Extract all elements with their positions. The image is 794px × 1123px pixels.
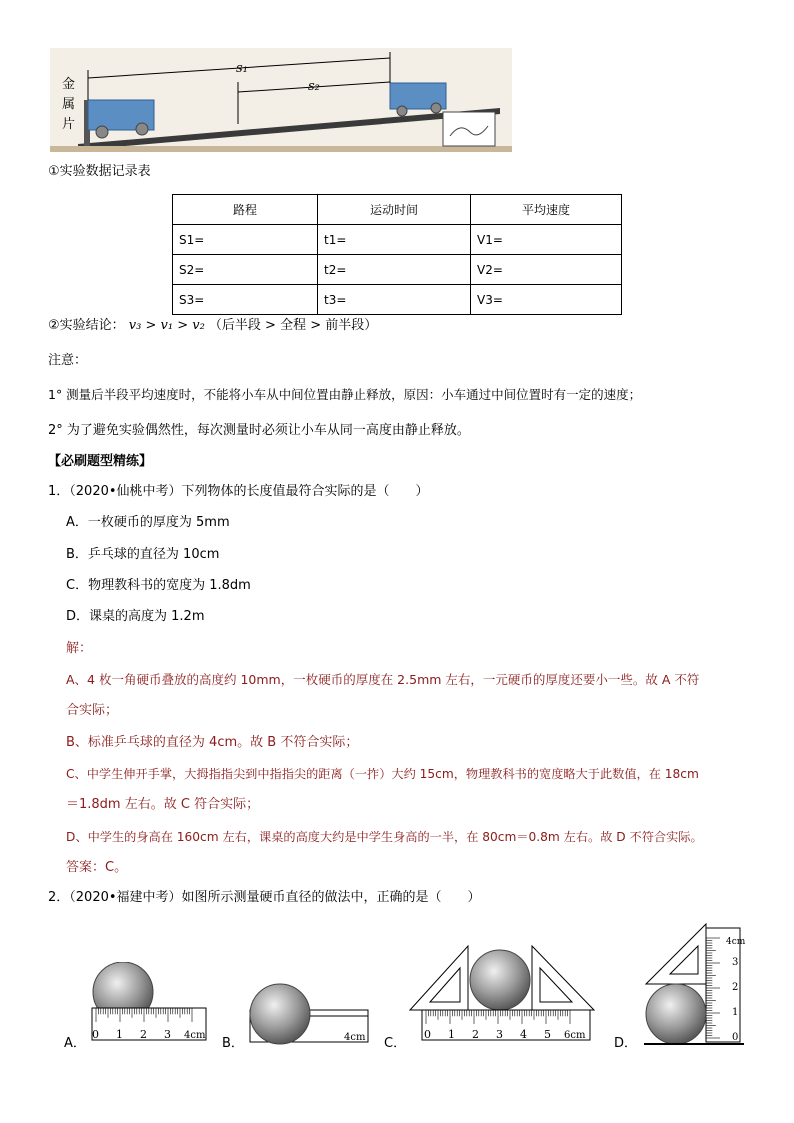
q1-solution-line-3: B、标准乒乓球的直径为 4cm。故 B 不符合实际； [66, 735, 359, 750]
section1-title: ①实验数据记录表 [48, 164, 151, 179]
note-title: 注意： [48, 353, 88, 368]
q1-solution-line-2: 合实际； [66, 703, 119, 718]
svg-text:1: 1 [732, 1007, 739, 1018]
svg-text:4cm: 4cm [726, 937, 746, 947]
option-a-figure [88, 962, 210, 1048]
q1-solution-label: 解： [66, 641, 93, 656]
metal-plate-label-2: 属 [62, 97, 76, 112]
table-row [173, 225, 622, 255]
cell-s1: S1= [173, 225, 318, 255]
coin-icon [470, 950, 530, 1010]
svg-text:2: 2 [140, 1028, 147, 1041]
note-2: 2° 为了避免实验偶然性，每次测量时必须让小车从同一高度由静止释放。 [48, 423, 470, 438]
svg-text:0: 0 [424, 1028, 431, 1041]
q1-option-a: A．一枚硬币的厚度为 5mm [66, 515, 230, 530]
q1-solution-line-6: D、中学生的身高在 160cm 左右，课桌的高度大约是中学生身高的一半，在 80cm＝0.8m 左右。故 D 不符合实际。 [66, 830, 703, 844]
coin-icon [646, 984, 706, 1044]
svg-text:5: 5 [544, 1028, 551, 1041]
q1-answer: 答案：C。 [66, 860, 128, 875]
svg-text:4cm: 4cm [184, 1030, 206, 1041]
q2-option-a-label: A． [64, 1036, 86, 1051]
q1-option-c: C．物理教科书的宽度为 1.8dm [66, 578, 251, 593]
metal-plate-label-3: 片 [62, 117, 76, 132]
q1-solution-line-1: A、4 枚一角硬币叠放的高度约 10mm，一枚硬币的厚度在 2.5mm 左右，一元硬币的厚度还要小一些。故 A 不符 [66, 672, 700, 687]
table-row [173, 285, 622, 315]
option-d-figure [640, 922, 748, 1048]
q1-option-b: B．乒乓球的直径为 10cm [66, 547, 220, 562]
svg-text:6cm: 6cm [564, 1030, 586, 1041]
cell-v1: V1= [471, 225, 622, 255]
conclusion-suffix: （后半段 > 全程 > 前半段） [208, 318, 378, 333]
coin-icon [250, 984, 310, 1044]
cell-t1: t1= [318, 225, 471, 255]
q1-solution-line-4: C、中学生伸开手掌，大拇指指尖到中指指尖的距离（一拃）大约 15cm，物理教科书的宽度略大于此数值，在 18cm [66, 767, 699, 781]
svg-text:4cm: 4cm [344, 1032, 366, 1043]
note-1: 1° 测量后半段平均速度时，不能将小车从中间位置由静止释放，原因：小车通过中间位置时有一定的速度； [48, 387, 642, 402]
table-row [173, 255, 622, 285]
header-time: 运动时间 [318, 195, 471, 225]
q2-stem: 2．（2020•福建中考）如图所示测量硬币直径的做法中，正确的是（ ） [48, 890, 481, 905]
table-header-row [173, 195, 622, 225]
q2-option-c-label: C． [384, 1036, 407, 1051]
s2-label: s₂ [308, 79, 320, 94]
cell-s3: S3= [173, 285, 318, 315]
q1-stem: 1．（2020•仙桃中考）下列物体的长度值最符合实际的是（ ） [48, 484, 429, 499]
q1-solution-line-5: ＝1.8dm 左右。故 C 符合实际； [66, 797, 260, 812]
cell-s2: S2= [173, 255, 318, 285]
svg-text:1: 1 [448, 1028, 455, 1041]
q2-option-b-label: B． [222, 1036, 244, 1051]
q1-option-d: D．课桌的高度为 1.2m [66, 609, 205, 624]
cell-v2: V2= [471, 255, 622, 285]
svg-text:3: 3 [496, 1028, 503, 1041]
practice-title: 【必刷题型精练】 [48, 454, 153, 469]
svg-text:0: 0 [92, 1028, 99, 1041]
svg-text:3: 3 [164, 1028, 171, 1041]
header-speed: 平均速度 [471, 195, 622, 225]
conclusion-line [48, 318, 377, 334]
q2-option-d-label: D． [614, 1036, 638, 1051]
incline-experiment-figure [50, 48, 512, 152]
svg-text:0: 0 [732, 1032, 739, 1043]
svg-text:3: 3 [732, 957, 739, 968]
svg-text:1: 1 [116, 1028, 123, 1041]
conclusion-prefix: ②实验结论： [48, 318, 125, 333]
svg-text:2: 2 [732, 982, 739, 993]
cell-t2: t2= [318, 255, 471, 285]
metal-plate-label-1: 金 [62, 77, 76, 92]
svg-text:2: 2 [472, 1028, 479, 1041]
option-c-figure [408, 944, 600, 1044]
header-distance: 路程 [173, 195, 318, 225]
conclusion-formula: v₃ > v₁ > v₂ [128, 318, 205, 333]
option-b-figure [248, 980, 370, 1050]
cell-t3: t3= [318, 285, 471, 315]
svg-text:4: 4 [520, 1028, 527, 1041]
record-table [172, 194, 622, 315]
cell-v3: V3= [471, 285, 622, 315]
s1-label: s₁ [236, 61, 248, 76]
